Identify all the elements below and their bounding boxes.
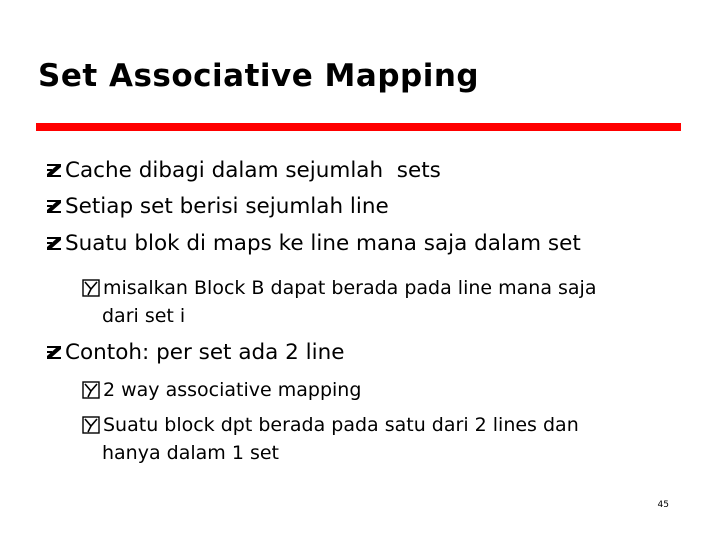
z-bullet-icon: [45, 196, 61, 212]
bullet-text: Contoh: per set ada 2 line: [65, 340, 345, 365]
sub-bullet-text: Suatu block dpt berada pada satu dari 2 lines dan: [103, 414, 579, 436]
page-number: 45: [657, 500, 669, 510]
y-box-bullet-icon: [82, 279, 100, 297]
bullet-item: [45, 231, 581, 256]
bullet-item: [45, 194, 389, 219]
bullet-item: [45, 158, 441, 183]
sub-bullet-continuation: dari set i: [102, 305, 186, 327]
slide-title: Set Associative Mapping: [38, 58, 480, 94]
z-bullet-icon: [45, 233, 61, 249]
title-divider: [36, 123, 681, 131]
sub-bullet-item: [82, 276, 596, 299]
bullet-item: [45, 340, 344, 365]
z-bullet-icon: [45, 342, 61, 358]
bullet-text: Cache dibagi dalam sejumlah sets: [65, 158, 441, 183]
sub-bullet-text: 2 way associative mapping: [103, 379, 362, 401]
bullet-text: Setiap set berisi sejumlah line: [65, 194, 389, 219]
sub-bullet-item: [82, 378, 361, 401]
sub-bullet-continuation: hanya dalam 1 set: [102, 442, 279, 464]
z-bullet-icon: [45, 160, 61, 176]
y-box-bullet-icon: [82, 416, 100, 434]
sub-bullet-text: misalkan Block B dapat berada pada line mana saja: [103, 277, 597, 299]
sub-bullet-item: [82, 413, 579, 436]
y-box-bullet-icon: [82, 381, 100, 399]
bullet-text: Suatu blok di maps ke line mana saja dalam set: [65, 231, 581, 256]
